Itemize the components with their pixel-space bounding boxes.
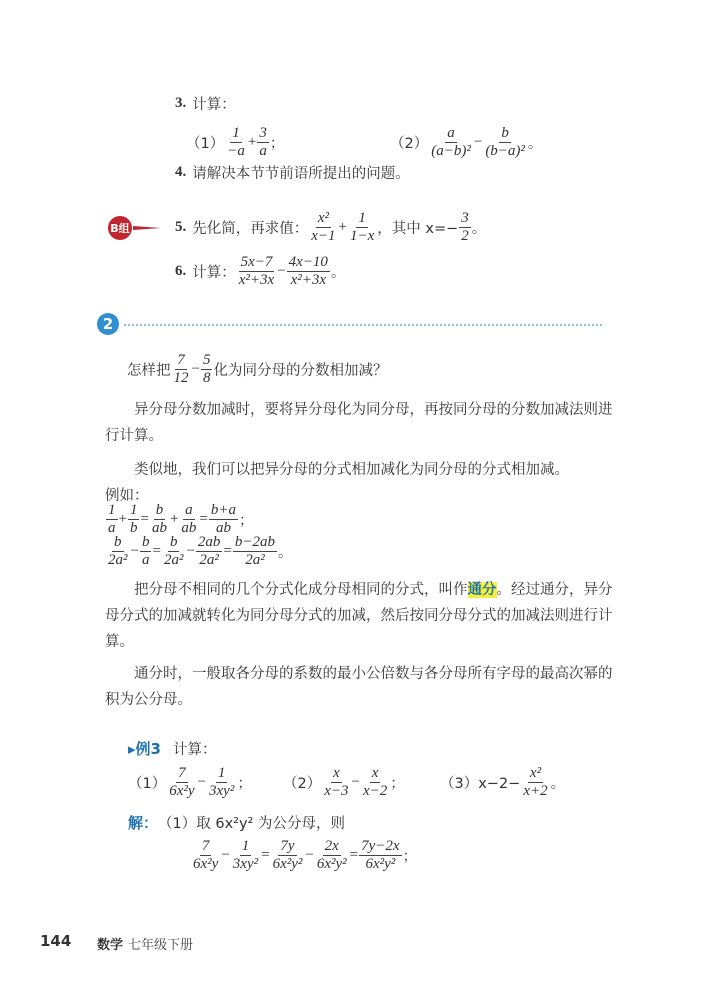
- expr-text: ；: [239, 513, 254, 529]
- fraction: [521, 765, 549, 800]
- denominator: ab: [215, 520, 231, 536]
- fraction: [150, 502, 169, 537]
- footer-grade: 七年级下册: [128, 938, 194, 953]
- expr-text: 先化简，再求值：: [192, 221, 309, 237]
- denominator: a: [141, 552, 150, 568]
- denominator: 6x²y: [193, 856, 219, 872]
- group-b-badge: [103, 216, 163, 240]
- denominator: 6x²y²: [365, 856, 396, 872]
- denominator: −a: [227, 143, 245, 159]
- denominator: ab: [151, 520, 167, 536]
- fraction: [429, 125, 473, 160]
- term-tongfen: 通分: [467, 582, 497, 598]
- fraction: [287, 254, 330, 289]
- expr-text: −: [191, 361, 200, 377]
- denominator: x−2: [362, 783, 388, 799]
- fraction: [106, 534, 130, 569]
- numerator: b: [141, 534, 150, 550]
- exercise-5-expr: [192, 210, 486, 245]
- expr-text: +: [338, 219, 347, 235]
- expr-text: −: [305, 847, 314, 863]
- numerator: 7: [178, 765, 186, 781]
- denominator: (b−a)²: [485, 143, 525, 159]
- expr-text: ；: [237, 776, 252, 792]
- denominator: 6x²y²: [272, 856, 303, 872]
- denominator: a: [259, 143, 267, 159]
- expr-text: ；: [402, 849, 418, 865]
- expr-text: −: [277, 263, 286, 279]
- fraction: [167, 765, 196, 800]
- paragraph-4: 通分时，一般取各分母的系数的最小公倍数与各分母所有字母的最高次幂的积为公分母。: [105, 666, 613, 708]
- fraction: [361, 765, 389, 800]
- numerator: x²: [529, 765, 542, 781]
- expr-text: （2）: [390, 136, 429, 152]
- expr-text: −: [351, 774, 360, 790]
- expr-text: 。: [278, 545, 293, 561]
- expr-text: +: [169, 511, 179, 527]
- numerator: 5: [202, 352, 211, 368]
- numerator: b: [114, 534, 122, 550]
- fraction: [309, 210, 337, 245]
- example-3-part-3: [440, 765, 565, 800]
- denominator: 8: [202, 370, 211, 386]
- denominator: 2a²: [108, 552, 128, 568]
- numerator: 1: [241, 838, 250, 854]
- numerator: a: [447, 125, 455, 141]
- numerator: 3: [259, 125, 267, 141]
- denominator: 6x²y: [169, 783, 195, 799]
- numerator: b: [155, 502, 164, 518]
- exercise-5: 5. 先化简，再求值： $\frac{\text{x²}}{x-1}$ + $\frac{1}{1-x}$ ，其中 x=− $\frac{3}{2}$ 。: [175, 210, 487, 244]
- numerator: 7: [201, 838, 210, 854]
- denominator: 2a²: [245, 552, 265, 568]
- expr-text: =: [199, 511, 208, 527]
- numerator: 1: [217, 765, 226, 781]
- denominator: x−1: [311, 228, 336, 244]
- fraction: [140, 534, 152, 569]
- example-3-heading: ▸例3 计算：: [128, 740, 217, 758]
- section-divider: [124, 324, 602, 326]
- numerator: x: [371, 765, 379, 781]
- denominator: a: [108, 520, 116, 536]
- expr-text: −: [221, 847, 230, 863]
- fraction: [209, 502, 238, 537]
- numerator: 7y: [280, 838, 295, 854]
- page-number: 144: [40, 932, 72, 950]
- paragraph-1: 异分母分数加减时，要将异分母化为同分母，再按同分母的分数加减法则进行计算。: [105, 402, 613, 444]
- denominator: b: [129, 520, 138, 536]
- paragraph-3: 把分母不相同的几个分式化成分母相同的分式，叫作通分。经过通分，异分母分式的加减就转化为同分母分式的加减，然后按同分母分式的加减法则进行计算。: [105, 582, 613, 650]
- expr-text: （1）: [186, 136, 225, 152]
- denominator: 2a²: [163, 552, 184, 568]
- numerator: x²: [317, 210, 329, 226]
- fraction: [196, 534, 223, 569]
- denominator: x+2: [523, 783, 548, 799]
- expr-text: （1）: [128, 776, 167, 792]
- equation-2: [105, 534, 293, 569]
- denominator: (a−b)²: [431, 143, 471, 159]
- denominator: 3xy²: [209, 783, 235, 799]
- expr-text: 。: [527, 136, 543, 152]
- denominator: ab: [181, 520, 197, 536]
- exercise-4: 4. 请解决本节节前语所提出的问题。: [175, 164, 410, 182]
- fraction: [207, 765, 236, 800]
- exercise-3-part-1: [186, 125, 284, 160]
- expr-text: −: [197, 774, 207, 790]
- expr-text: +: [247, 134, 257, 150]
- fraction: [191, 838, 220, 873]
- expr-text: 。: [471, 221, 487, 237]
- expr-text: −: [473, 134, 483, 150]
- fraction: [483, 125, 527, 160]
- denominator: x²+3x: [290, 272, 327, 288]
- paragraph-2-example: 例如：: [105, 488, 149, 504]
- fraction: [322, 765, 350, 800]
- fraction: [201, 352, 213, 387]
- fraction: [162, 534, 186, 569]
- fraction: [315, 838, 349, 873]
- paragraph-2: 类似地，我们可以把异分母的分式相加减化为同分母的分式相加减。: [134, 462, 569, 478]
- denominator: 1−x: [350, 228, 375, 244]
- numerator: 1: [232, 125, 240, 141]
- solution-equation: [190, 838, 417, 873]
- numerator: 1: [108, 502, 116, 518]
- footer-subject: 数学: [97, 938, 124, 953]
- denominator: 2a²: [199, 552, 219, 568]
- expr-text: ；: [269, 136, 285, 152]
- denominator: x²+3x: [238, 272, 275, 288]
- fraction: [233, 534, 277, 569]
- numerator: 7: [177, 352, 185, 368]
- fraction: [225, 125, 247, 160]
- numerator: 1: [358, 210, 366, 226]
- svg-text:B组: B组: [110, 222, 130, 235]
- numerator: 3: [461, 210, 469, 226]
- numerator: 2ab: [197, 534, 221, 550]
- expr-text: =: [261, 847, 270, 863]
- numerator: b: [169, 534, 178, 550]
- expr-text: ，其中 x=−: [377, 221, 459, 237]
- expr-text: +: [118, 511, 127, 527]
- fraction: [459, 210, 471, 245]
- numerator: b: [501, 125, 509, 141]
- solution-line-1: 解： （1）取 6x²y² 为公分母，则: [128, 814, 345, 832]
- fraction: [231, 838, 260, 873]
- fraction: [106, 502, 118, 537]
- expr-text: 计算：: [192, 265, 236, 281]
- fraction: [237, 254, 276, 289]
- fraction: [257, 125, 269, 160]
- question: [127, 352, 387, 387]
- expr-text: =: [349, 847, 359, 863]
- denominator: 6x²y²: [316, 856, 347, 872]
- exercise-3: 3. 计算：: [175, 95, 236, 113]
- expr-text: −: [130, 543, 139, 559]
- exercise-6-expr: [192, 254, 345, 289]
- denominator: x−3: [324, 783, 349, 799]
- numerator: 7y−2x: [361, 838, 400, 854]
- section-number-badge: 2: [97, 313, 119, 335]
- numerator: b−2ab: [234, 534, 275, 550]
- numerator: 1: [129, 502, 138, 518]
- fraction: [359, 838, 401, 873]
- exercise-6: 6. 计算： $\frac{5x-7}{\text{x²+3x}}$ − $\frac{4x-10}{\text{x²+3x}}$ 。: [175, 254, 346, 288]
- example-3-part-1: [128, 765, 252, 800]
- fraction: [271, 838, 305, 873]
- denominator: 3xy²: [232, 856, 259, 872]
- expr-text: =: [223, 543, 232, 559]
- fraction: [128, 502, 140, 537]
- expr-text: 怎样把: [127, 363, 171, 379]
- equation-1: [105, 502, 254, 537]
- exercise-3-part-2: [390, 125, 542, 160]
- numerator: x: [333, 765, 340, 781]
- expr-text: −: [186, 543, 195, 559]
- numerator: 5x−7: [240, 254, 273, 270]
- fraction: [348, 210, 376, 245]
- expr-text: 。: [550, 776, 566, 792]
- fraction: [179, 502, 198, 537]
- expr-text: （3）x−2−: [440, 776, 521, 792]
- expr-text: （2）: [283, 776, 322, 792]
- numerator: a: [185, 502, 193, 518]
- example-3-part-2: [283, 765, 405, 800]
- expr-text: ；: [390, 776, 405, 792]
- expr-text: =: [140, 511, 149, 527]
- fraction: [172, 352, 191, 387]
- expr-text: =: [152, 543, 161, 559]
- expr-text: 。: [330, 265, 346, 281]
- expr-text: 化为同分母的分数相加减？: [213, 363, 388, 379]
- denominator: 12: [173, 370, 189, 386]
- numerator: b+a: [210, 502, 236, 518]
- numerator: 2x: [324, 838, 339, 854]
- denominator: 2: [461, 228, 469, 244]
- numerator: 4x−10: [288, 254, 328, 270]
